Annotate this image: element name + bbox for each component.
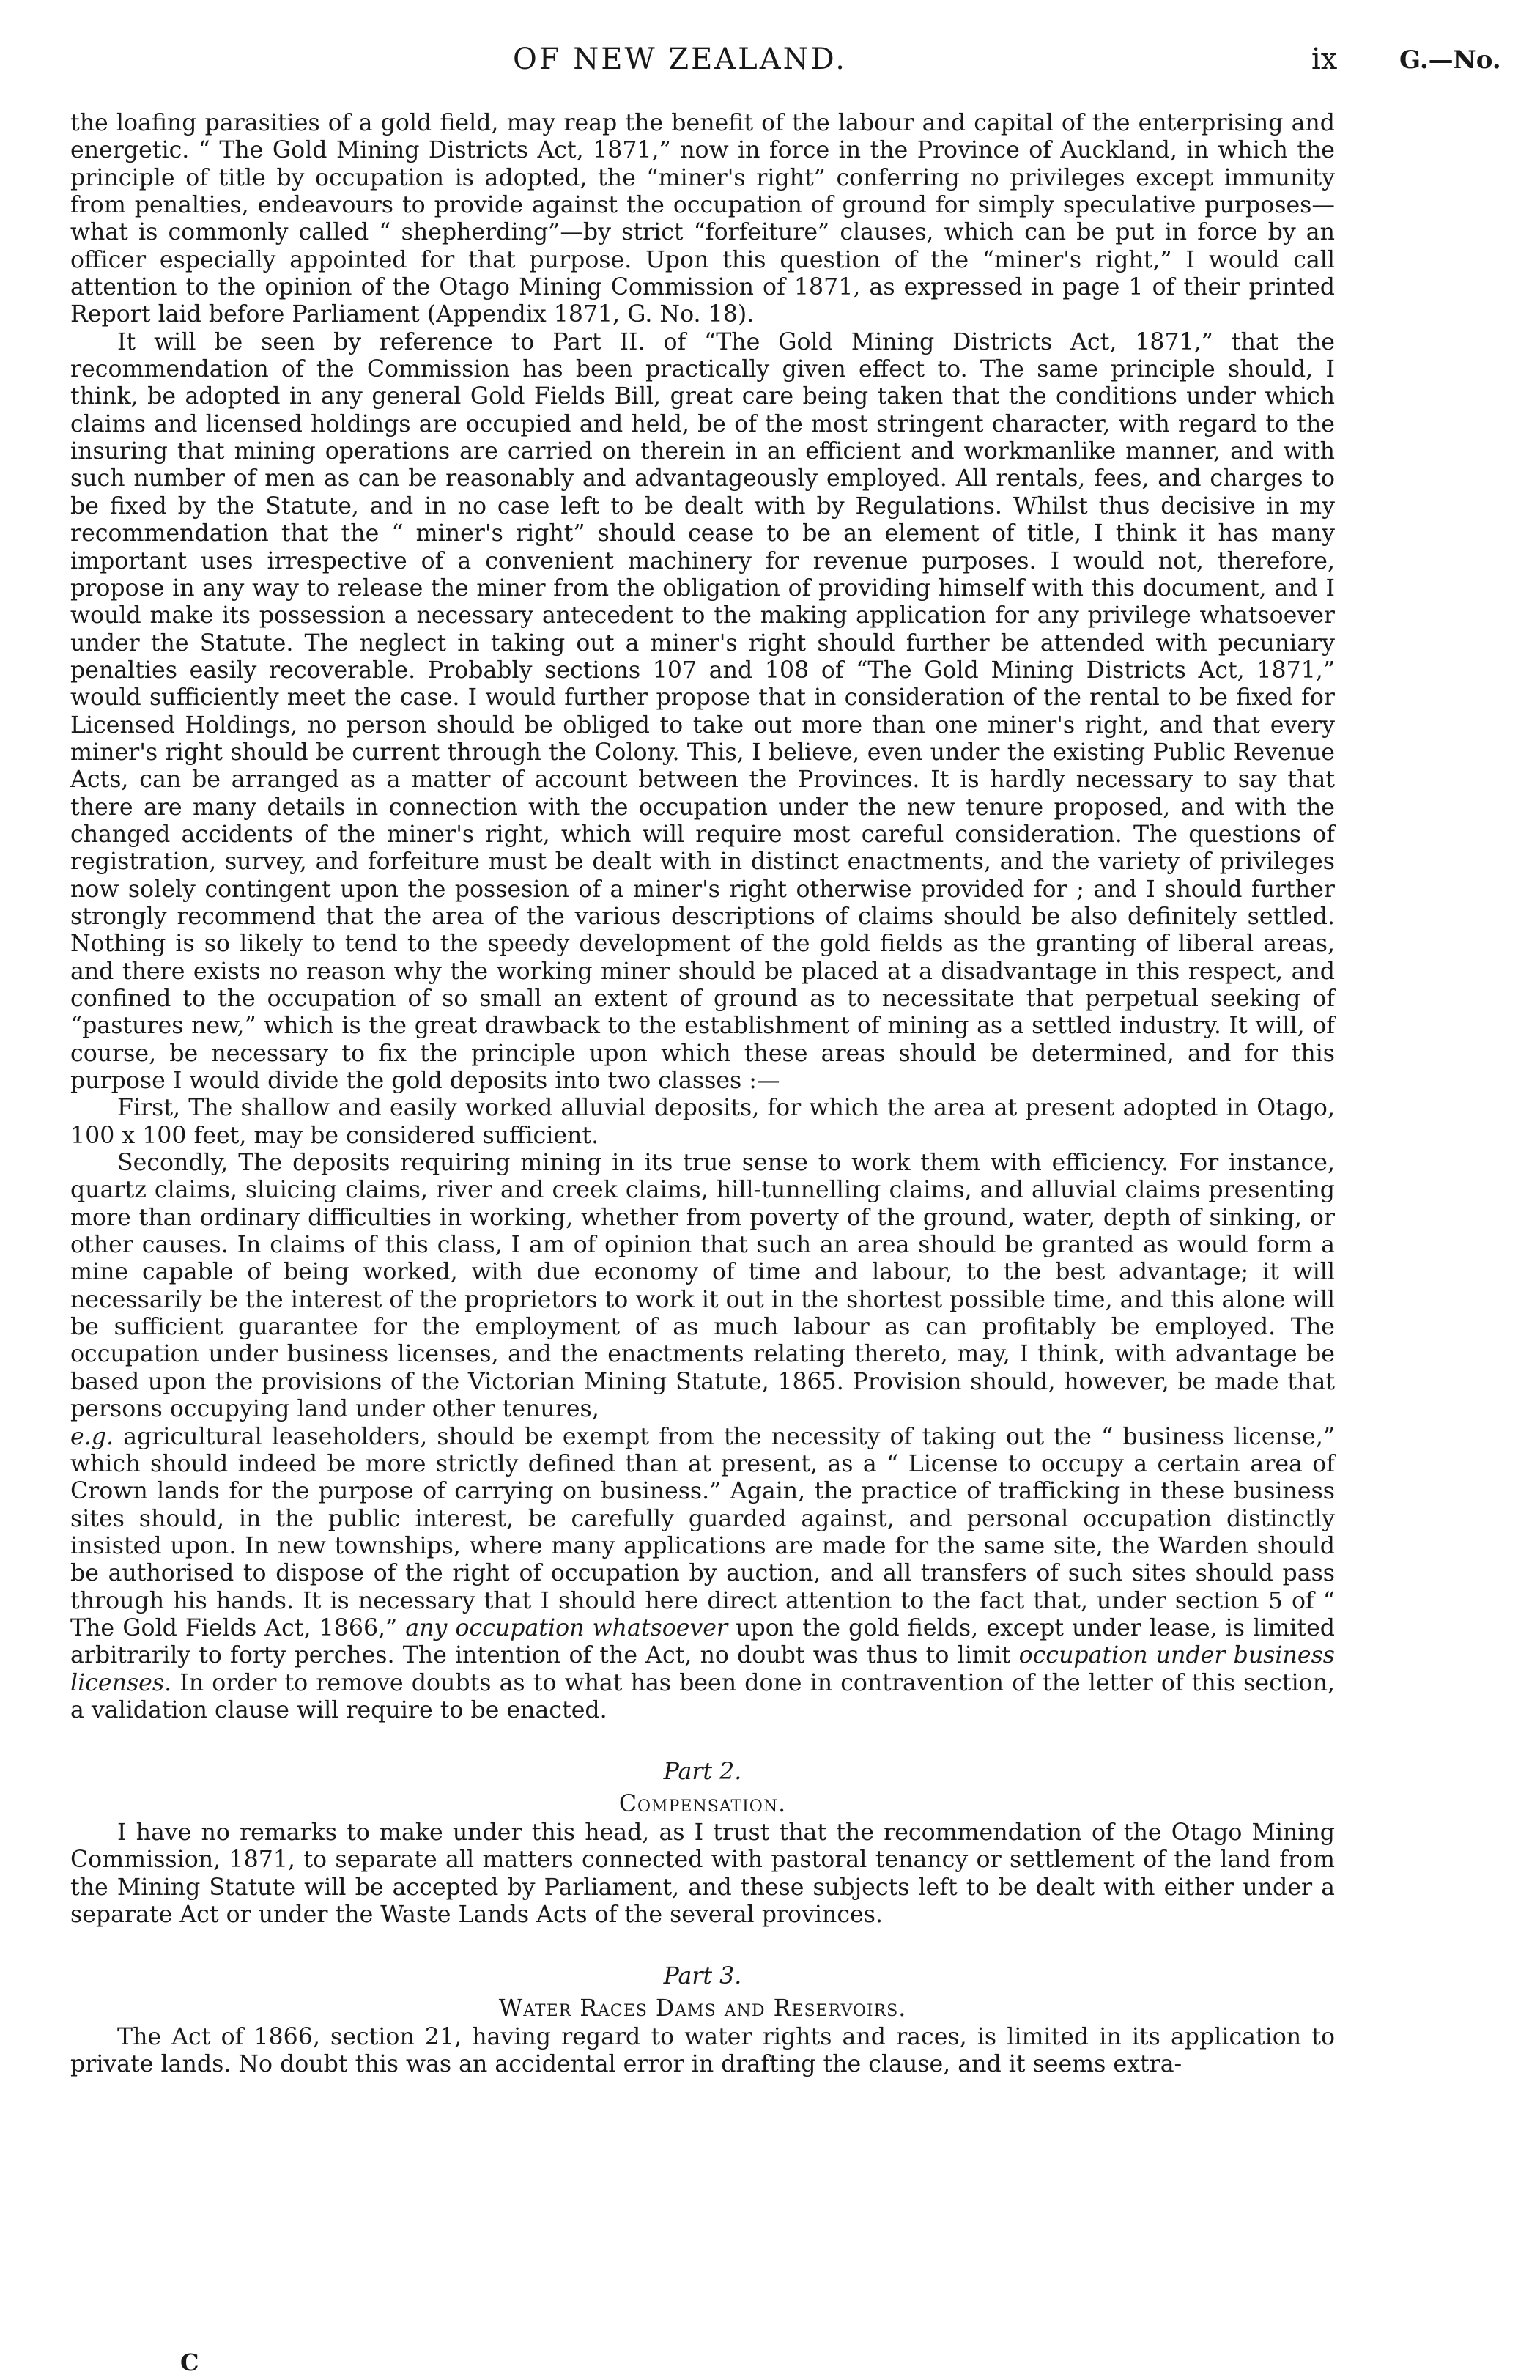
paragraph-compensation: I have no remarks to make under this head, as I trust that the recommendation of the Otago Mining Commission, 1871, to separate all matters connected with pastoral tenancy or settlement of the land from the Mining Statute will be accepted by Parliament, and these subjects left to be dealt with either under a separate Act or under the Waste Lands Acts of the several provinces. [70,1819,1335,1928]
paragraph-validation-clause-text: In order to remove doubts as to what has been done in contravention of the letter of this section, a validation clause will require to be enacted. [70,1669,1335,1723]
italic-occupation-business-licenses: occupation under business licenses. [70,1642,1335,1696]
page-number: ix [1311,42,1338,76]
part-3-heading: Part 3. [663,1963,742,1990]
italic-eg: e.g. [70,1423,114,1450]
paragraph-business-license-text: agricultural leaseholders, should be exempt from the necessity of taking out the “ business license,” which should indeed be more strictly defined than at present, as a “ License to occupy a certain area of Crown lands for the purpose of carrying on business.” Again, the practice of trafficking in these business sites should, in the public interest, be carefully guarded against, and personal occupation distinctly insisted upon. In new townships, where many applications are made for the same site, the Warden should be authorised to dispose of the right of occupation by auction, and all transfers of such sites should pass through his hands. It is necessary that I should here direct attention to the fact that, under section 5 of “ The Gold Fields Act, 1866,” [70,1423,1336,1641]
paragraph-first-class-deposits: First, The shallow and easily worked alluvial deposits, for which the area at present adopted in Otago, 100 x 100 feet, may be considered sufficient. [70,1095,1335,1149]
paragraph-forty-perches-text: upon the gold fields, except under lease, is limited arbitrarily to forty perches. The intention of the Act, no doubt was thus to limit [70,1614,1335,1669]
part-3-subheading: Water Races Dams and Reservoirs. [498,1995,907,2022]
running-header [0,42,1540,86]
document-reference: G.—No. [1399,45,1501,75]
running-title: OF NEW ZEALAND. [513,42,847,76]
paragraph-second-class-text: Secondly, The deposits requiring mining in its true sense to work them with efficiency. For instance, quartz claims, sluicing claims, river and creek claims, hill-tunnelling claims, and alluvial claims presenting more than ordinary difficulties in working, whether from poverty of the ground, water, depth of sinking, or other causes. In claims of this class, I am of opinion that such an area should be granted as would form a mine capable of being worked, with due economy of time and labour, to the best advantage; it will necessarily be the interest of the proprietors to work it out in the shortest possible time, and this alone will be sufficient guarantee for the employment of as much labour as can profitably be employed. The occupation under business licenses, and the enactments relating thereto, may, I think, with advantage be based upon the provisions of the Victorian Mining Statute, 1865. Provision should, however, be made that persons occupying land under other tenures, [70,1150,1335,1423]
italic-any-occupation: any occupation whatsoever [405,1614,728,1641]
signature-mark: C [180,2348,199,2376]
paragraph-commission-recommendation: It will be seen by reference to Part II. of “The Gold Mining Districts Act, 1871,” that the recommendation of the Commission has been practically given effect to. The same principle should, I think, be adopted in any general Gold Fields Bill, great care being taken that the conditions under which claims and licensed holdings are occupied and held, be of the most stringent character, with regard to the insuring that mining operations are carried on therein in an efficient and workmanlike manner, and with such number of men as can be reasonably and advantageously employed. All rentals, fees, and charges to be fixed by the Statute, and in no case left to be dealt with by Regulations. Whilst thus decisive in my recommendation that the “ miner's right” should cease to be an element of title, I think it has many important uses irrespective of a convenient machinery for revenue purposes. I would not, therefore, propose in any way to release the miner from the obligation of providing himself with this document, and I would make its possession a necessary antecedent to the making application for any privilege whatsoever under the Statute. The neglect in taking out a miner's right should further be attended with pecuniary penalties easily recoverable. Probably sections 107 and 108 of “The Gold Mining Districts Act, 1871,” would sufficiently meet the case. I would further propose that in consideration of the rental to be fixed for Licensed Holdings, no person should be obliged to take out more than one miner's right, and that every miner's right should be current through the Colony. This, I believe, even under the existing Public Revenue Acts, can be arranged as a matter of account between the Provinces. It is hardly necessary to say that there are many details in connection with the occupation under the new tenure proposed, and with the changed accidents of the miner's right, which will require most careful consideration. The questions of registration, survey, and forfeiture must be dealt with in distinct enactments, and the variety of privileges now solely contingent upon the possesion of a miner's right otherwise provided for ; and I should further strongly recommend that the area of the various descriptions of claims should be also definitely settled. Nothing is so likely to tend to the speedy development of the gold fields as the granting of liberal areas, and there exists no reason why the working miner should be placed at a disadvantage in this respect, and confined to the occupation of so small an extent of ground as to necessitate that perpetual seeking of “pastures new,” which is the great drawback to the establishment of mining as a settled industry. It will, of course, be necessary to fix the principle upon which these areas should be determined, and for this purpose I would divide the gold deposits into two classes :— [70,328,1335,1095]
paragraph-miners-right: the loafing parasities of a gold field, may reap the benefit of the labour and capital of the enterprising and energetic. “ The Gold Mining Districts Act, 1871,” now in force in the Province of Auckland, in which the principle of title by occupation is adopted, the “miner's right” conferring no privileges except immunity from penalties, endeavours to provide against the occupation of ground for simply speculative purposes—what is commonly called “ shepherding”—by strict “forfeiture” clauses, which can be put in force by an officer especially appointed for that purpose. Upon this question of the “miner's right,” I would call attention to the opinion of the Otago Mining Commission of 1871, as expressed in page 1 of their printed Report laid before Parliament (Appendix 1871, G. No. 18). [70,110,1335,328]
part-2-heading: Part 2. [663,1759,742,1786]
body-text [70,110,1335,2079]
paragraph-second-class-deposits [70,1150,1335,1724]
paragraph-water-races: The Act of 1866, section 21, having regard to water rights and races, is limited in its application to private lands. No doubt this was an accidental error in drafting the clause, and it seems extra- [70,2024,1335,2078]
part-2-subheading: Compensation. [618,1790,787,1817]
